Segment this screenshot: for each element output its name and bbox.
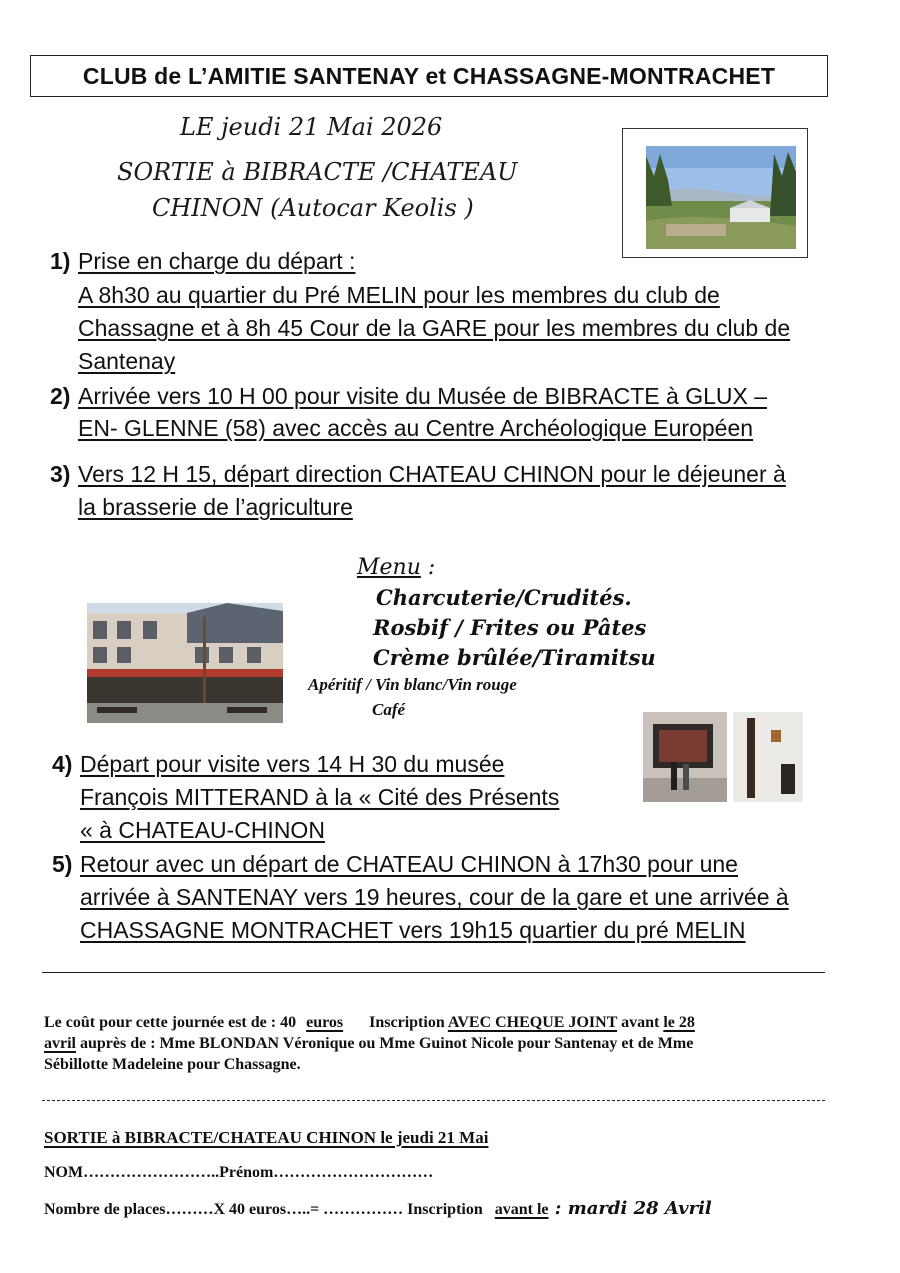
places-text: Nombre de places………X 40 euros…..= …………… Inscription xyxy=(44,1201,483,1218)
section-line: François MITTERAND à la « Cité des Présents xyxy=(80,784,560,810)
section-number: 4) xyxy=(52,751,73,777)
section-line: Retour avec un départ de CHATEAU CHINON à 17h30 pour une xyxy=(80,851,738,877)
divider xyxy=(42,972,825,973)
section-line: Santenay xyxy=(78,348,176,374)
cut-line xyxy=(42,1100,825,1101)
section-line: Prise en charge du départ : xyxy=(78,248,356,274)
menu-item: Rosbif / Frites ou Pâtes xyxy=(373,615,647,640)
event-title-line1: SORTIE à BIBRACTE /CHATEAU xyxy=(117,158,518,186)
menu-label: Menu xyxy=(357,555,421,580)
event-title-line2: CHINON (Autocar Keolis ) xyxy=(152,194,474,222)
menu-item: Crème brûlée/Tiramitsu xyxy=(373,645,656,670)
bibracte-landscape-photo xyxy=(646,146,796,249)
section-line: Vers 12 H 15, départ direction CHATEAU CHINON pour le déjeuner à xyxy=(78,461,786,487)
inscription-avant: avant xyxy=(621,1014,660,1031)
section-number: 2) xyxy=(50,383,71,409)
section-number: 5) xyxy=(52,851,73,877)
form-places-line[interactable] xyxy=(44,1198,712,1219)
menu-title xyxy=(357,555,435,580)
section-line: EN- GLENNE (58) avec accès au Centre Archéologique Européen xyxy=(78,415,754,441)
menu-drinks: Apéritif / Vin blanc/Vin rouge xyxy=(308,675,517,694)
inscription-date: le 28 xyxy=(663,1014,695,1031)
contacts-text: auprès de : Mme BLONDAN Véronique ou Mme Guinot Nicole pour Santenay et de Mme xyxy=(80,1035,694,1052)
form-title: SORTIE à BIBRACTE/CHATEAU CHINON le jeudi 21 Mai xyxy=(44,1128,489,1147)
section-number: 3) xyxy=(50,461,71,487)
section-line: Départ pour visite vers 14 H 30 du musée xyxy=(80,751,505,777)
deadline-colon: : xyxy=(548,1198,568,1219)
section-line: arrivée à SANTENAY vers 19 heures, cour de la gare et une arrivée à xyxy=(80,884,789,910)
contacts-line1 xyxy=(44,1035,693,1053)
deadline-date: mardi 28 Avril xyxy=(567,1198,712,1219)
cost-info xyxy=(44,1014,695,1032)
section-line: la brasserie de l’agriculture xyxy=(78,494,353,520)
cost-unit: euros xyxy=(306,1014,344,1031)
section-line: A 8h30 au quartier du Pré MELIN pour les membres du club de xyxy=(78,282,720,308)
menu-item: Charcuterie/Crudités. xyxy=(376,585,632,610)
deadline-label: avant le xyxy=(494,1201,549,1218)
club-title: CLUB de L’AMITIE SANTENAY et CHASSAGNE-MONTRACHET xyxy=(30,55,828,97)
cost-text: Le coût pour cette journée est de : 40 xyxy=(44,1014,297,1031)
contacts-line2: Sébillotte Madeleine pour Chassagne. xyxy=(44,1056,301,1073)
inscription-label: Inscription xyxy=(369,1014,445,1031)
section-line: « à CHATEAU-CHINON xyxy=(80,817,325,843)
section-line: CHASSAGNE MONTRACHET vers 19h15 quartier du pré MELIN xyxy=(80,917,746,943)
museum-photo xyxy=(643,712,803,802)
brasserie-photo xyxy=(87,603,283,723)
section-number: 1) xyxy=(50,248,71,274)
section-line: Arrivée vers 10 H 00 pour visite du Musée de BIBRACTE à GLUX – xyxy=(78,383,768,409)
inscription-cheque: AVEC CHEQUE JOINT xyxy=(447,1014,618,1031)
form-name-line[interactable]: NOM……………………..Prénom………………………… xyxy=(44,1164,434,1181)
menu-colon: : xyxy=(420,555,436,580)
section-line: Chassagne et à 8h 45 Cour de la GARE pour les membres du club de xyxy=(78,315,791,341)
inscription-date-month: avril xyxy=(44,1035,76,1052)
menu-coffee: Café xyxy=(372,700,406,719)
event-date: LE jeudi 21 Mai 2026 xyxy=(180,113,443,141)
